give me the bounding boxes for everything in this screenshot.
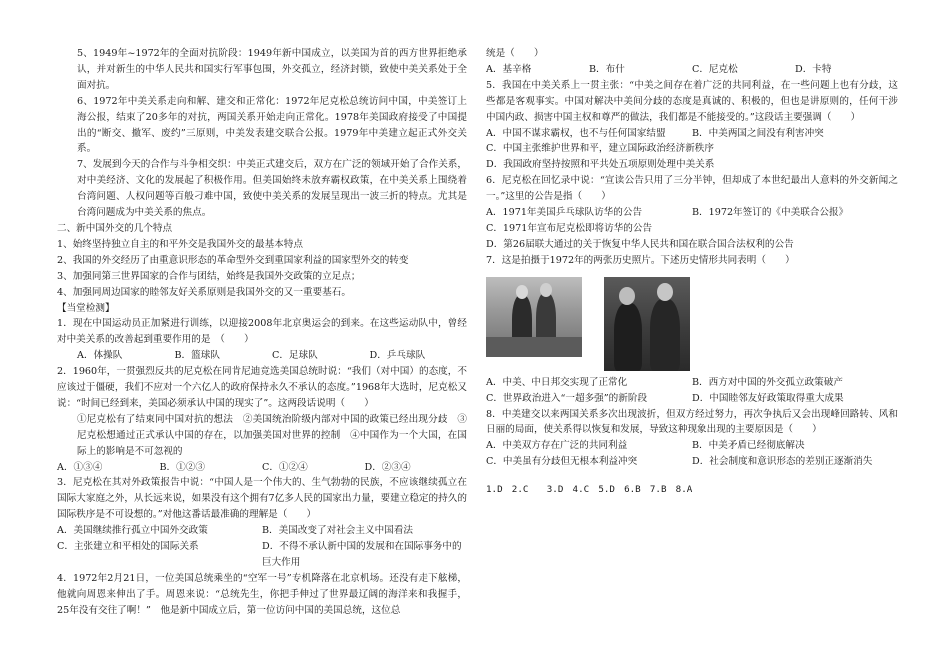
option-b[interactable]: B．西方对中国的外交孤立政策破产 [692, 376, 843, 388]
option-d[interactable]: D．②③④ [364, 461, 411, 473]
handshake-photo-1972 [486, 277, 582, 357]
option-d[interactable]: D．乒乓球队 [369, 350, 426, 362]
option-c[interactable]: C．中美虽有分歧但无根本利益冲突 [486, 456, 638, 468]
question-2: 2．1960年，一贯强烈反共的尼克松在同肯尼迪竞选美国总统时说：“我们（对中国）的态度，不应该过于僵硬，我们不应对一个六亿人的政府保持永久不承认的态度。”1968年大选时，尼克松又说：“时间已经到来，美国必须承认中国的现实了”。这两段话说明（ ） [57, 366, 467, 409]
quiz-heading: 【当堂检测】 [57, 302, 115, 314]
historical-photos [486, 277, 898, 371]
option-d[interactable]: D．社会制度和意识形态的差别正逐渐消失 [692, 456, 873, 468]
option-b[interactable]: B．1972年签订的《中美联合公报》 [692, 207, 849, 219]
option-c[interactable]: C．足球队 [272, 350, 318, 362]
section-7-paragraph: 7、发展到今天的合作与斗争相交织：中美正式建交后，双方在广泛的领域开始了合作关系，对中美经济、文化的发展起了积极作用。但美国始终未放弃霸权政策，在中美关系上围绕着台湾问题、人权问题等百般刁难中国，致使中美关系的发展呈现出一波三折的特点。尤其是台湾问题成为中美关系的焦点。 [77, 159, 467, 219]
option-c[interactable]: C．中国主张维护世界和平，建立国际政治经济新秩序 [486, 143, 714, 155]
features-heading: 二、新中国外交的几个特点 [57, 222, 173, 234]
question-7-options-row-1 [486, 375, 898, 391]
option-c[interactable]: C．1971年宣布尼克松即将访华的公告 [486, 222, 653, 234]
option-a[interactable]: A．美国继续推行孤立中国外交政策 [57, 525, 208, 537]
option-a[interactable]: A．1971年美国乒乓球队访华的公告 [486, 207, 643, 219]
question-2-statements: ①尼克松有了结束同中国对抗的想法 ②美国统治阶级内部对中国的政策已经出现分歧 ③尼克松想通过正式承认中国的存在，以加强美国对世界的控制 ④中国作为一个大国，在国际上的影响是不可忽视的 [77, 413, 467, 457]
option-b[interactable]: B．中美矛盾已经彻底解决 [692, 440, 805, 452]
option-a[interactable]: A．中美双方存在广泛的共同利益 [486, 440, 628, 452]
question-8-options-row-1 [486, 438, 898, 454]
question-8: 8．中美建交以来两国关系多次出现波折，但双方经过努力，再次争执后又会出现峰回路转、风和日丽的局面，使关系得以恢复和发展，导致这种现象出现的主要原因是（ ） [486, 408, 898, 436]
answer-key: 1.D 2.C 3.D 4.C 5.D 6.B 7.B 8.A [486, 484, 693, 496]
option-d[interactable]: D．第26届联大通过的关于恢复中华人民共和国在联合国合法权利的公告 [486, 238, 794, 250]
feature-3: 3、加强同第三世界国家的合作与团结，始终是我国外交政策的立足点； [57, 270, 361, 282]
option-a[interactable]: A．基辛格 [486, 63, 532, 75]
option-a[interactable]: A．体操队 [77, 350, 123, 362]
option-d[interactable]: D．中国睦邻友好政策取得重大成果 [692, 392, 844, 404]
right-column [486, 46, 898, 498]
question-3-options-row-2 [57, 539, 467, 571]
question-4: 4．1972年2月21日，一位美国总统乘坐的“空军一号”专机降落在北京机场。还没有走下舷梯，他就向周恩来伸出了手。周恩来说：“总统先生，你把手伸过了世界最辽阔的海洋来和我握手，25年没有交往了啊！” 他是新中国成立后，第一位访问中国的美国总统，这位总 [57, 572, 467, 616]
question-6-options-row-1 [486, 205, 898, 221]
feature-4: 4、加强同周边国家的睦邻友好关系原则是我国外交的又一重要基石。 [57, 286, 351, 298]
option-d[interactable]: D．卡特 [795, 63, 832, 75]
question-6: 6．尼克松在回忆录中说：“宣读公告只用了三分半钟，但却成了本世纪最出人意料的外交新闻之一。”这里的公告是指（ ） [486, 175, 898, 203]
option-d[interactable]: D．我国政府坚持按照和平共处五项原则处理中美关系 [486, 159, 715, 171]
question-1: 1．现在中国运动员正加紧进行训练，以迎接2008年北京奥运会的到来。在这些运动队中，曾经对中美关系的改善起到重要作用的是 （ ） [57, 318, 467, 346]
option-b[interactable]: B．中美两国之间没有利害冲突 [692, 127, 824, 139]
option-b[interactable]: B．①②③ [159, 461, 205, 473]
question-7-options-row-2 [486, 391, 898, 407]
option-d[interactable]: D．不得不承认新中国的发展和在国际事务中的巨大作用 [262, 541, 462, 568]
option-c[interactable]: C．世界政治进入“一超多强”的新阶段 [486, 392, 648, 404]
option-b[interactable]: B．篮球队 [174, 350, 220, 362]
option-c[interactable]: C．尼克松 [692, 63, 738, 75]
feature-1: 1、始终坚持独立自主的和平外交是我国外交的最基本特点 [57, 238, 303, 250]
question-8-options-row-2 [486, 454, 898, 470]
section-6-paragraph: 6、1972年中美关系走向和解、建交和正常化：1972年尼克松总统访问中国，中美签订上海公报，结束了20多年的对抗，两国关系开始走向正常化。1978年美国政府接受了中国提出的“断交、撤军、废约”三原则，中美发表建交联合公报。1979年中美建立起正式外交关系。 [77, 95, 467, 155]
option-b[interactable]: B．布什 [589, 63, 625, 75]
meeting-photo-1972 [604, 277, 690, 371]
option-a[interactable]: A．①③④ [57, 461, 103, 473]
question-5-options-row-1 [486, 126, 898, 142]
question-4-continued: 统是（ ） [486, 48, 544, 59]
section-5-paragraph: 5、1949年~1972年的全面对抗阶段：1949年新中国成立，以美国为首的西方世界拒绝承认，并对新生的中华人民共和国实行军事包围，外交孤立，经济封锁，致使中美关系处于全面对抗。 [77, 48, 467, 91]
option-a[interactable]: A．中国不谋求霸权，也不与任何国家结盟 [486, 127, 666, 139]
question-2-options [57, 460, 467, 476]
question-5: 5．我国在中美关系上一贯主张：“中美之间存在着广泛的共同利益，在一些问题上也有分歧，这些都是客观事实。中国对解决中美间分歧的态度是真诚的、积极的，但也是讲原则的，任何干涉中国内政、损害中国主权和尊严的做法，我们都是不能接受的。”这段话主要强调（ ） [486, 79, 898, 123]
left-column [57, 46, 467, 619]
question-1-options [57, 348, 467, 364]
question-7: 7．这是拍摄于1972年的两张历史照片。下述历史情形共同表明（ ） [486, 254, 795, 266]
question-3: 3．尼克松在其对外政策报告中说：“中国人是一个伟大的、生气勃勃的民族，不应该继续孤立在国际大家庭之外，从长远来说，如果没有这个拥有7亿多人民的国家出力量，要建立稳定的持久的国际秩序是不可设想的。”对他这番话最准确的理解是（ ） [57, 477, 467, 521]
feature-2: 2、我国的外交经历了由重意识形态的革命型外交到重国家利益的国家型外交的转变 [57, 254, 409, 266]
option-c[interactable]: C．主张建立和平相处的国际关系 [57, 541, 199, 553]
option-b[interactable]: B．美国改变了对社会主义中国看法 [262, 525, 413, 537]
option-a[interactable]: A．中美、中日邦交实现了正常化 [486, 376, 628, 388]
question-3-options-row-1 [57, 523, 467, 539]
option-c[interactable]: C．①②④ [262, 461, 308, 473]
question-4-options [486, 62, 898, 78]
